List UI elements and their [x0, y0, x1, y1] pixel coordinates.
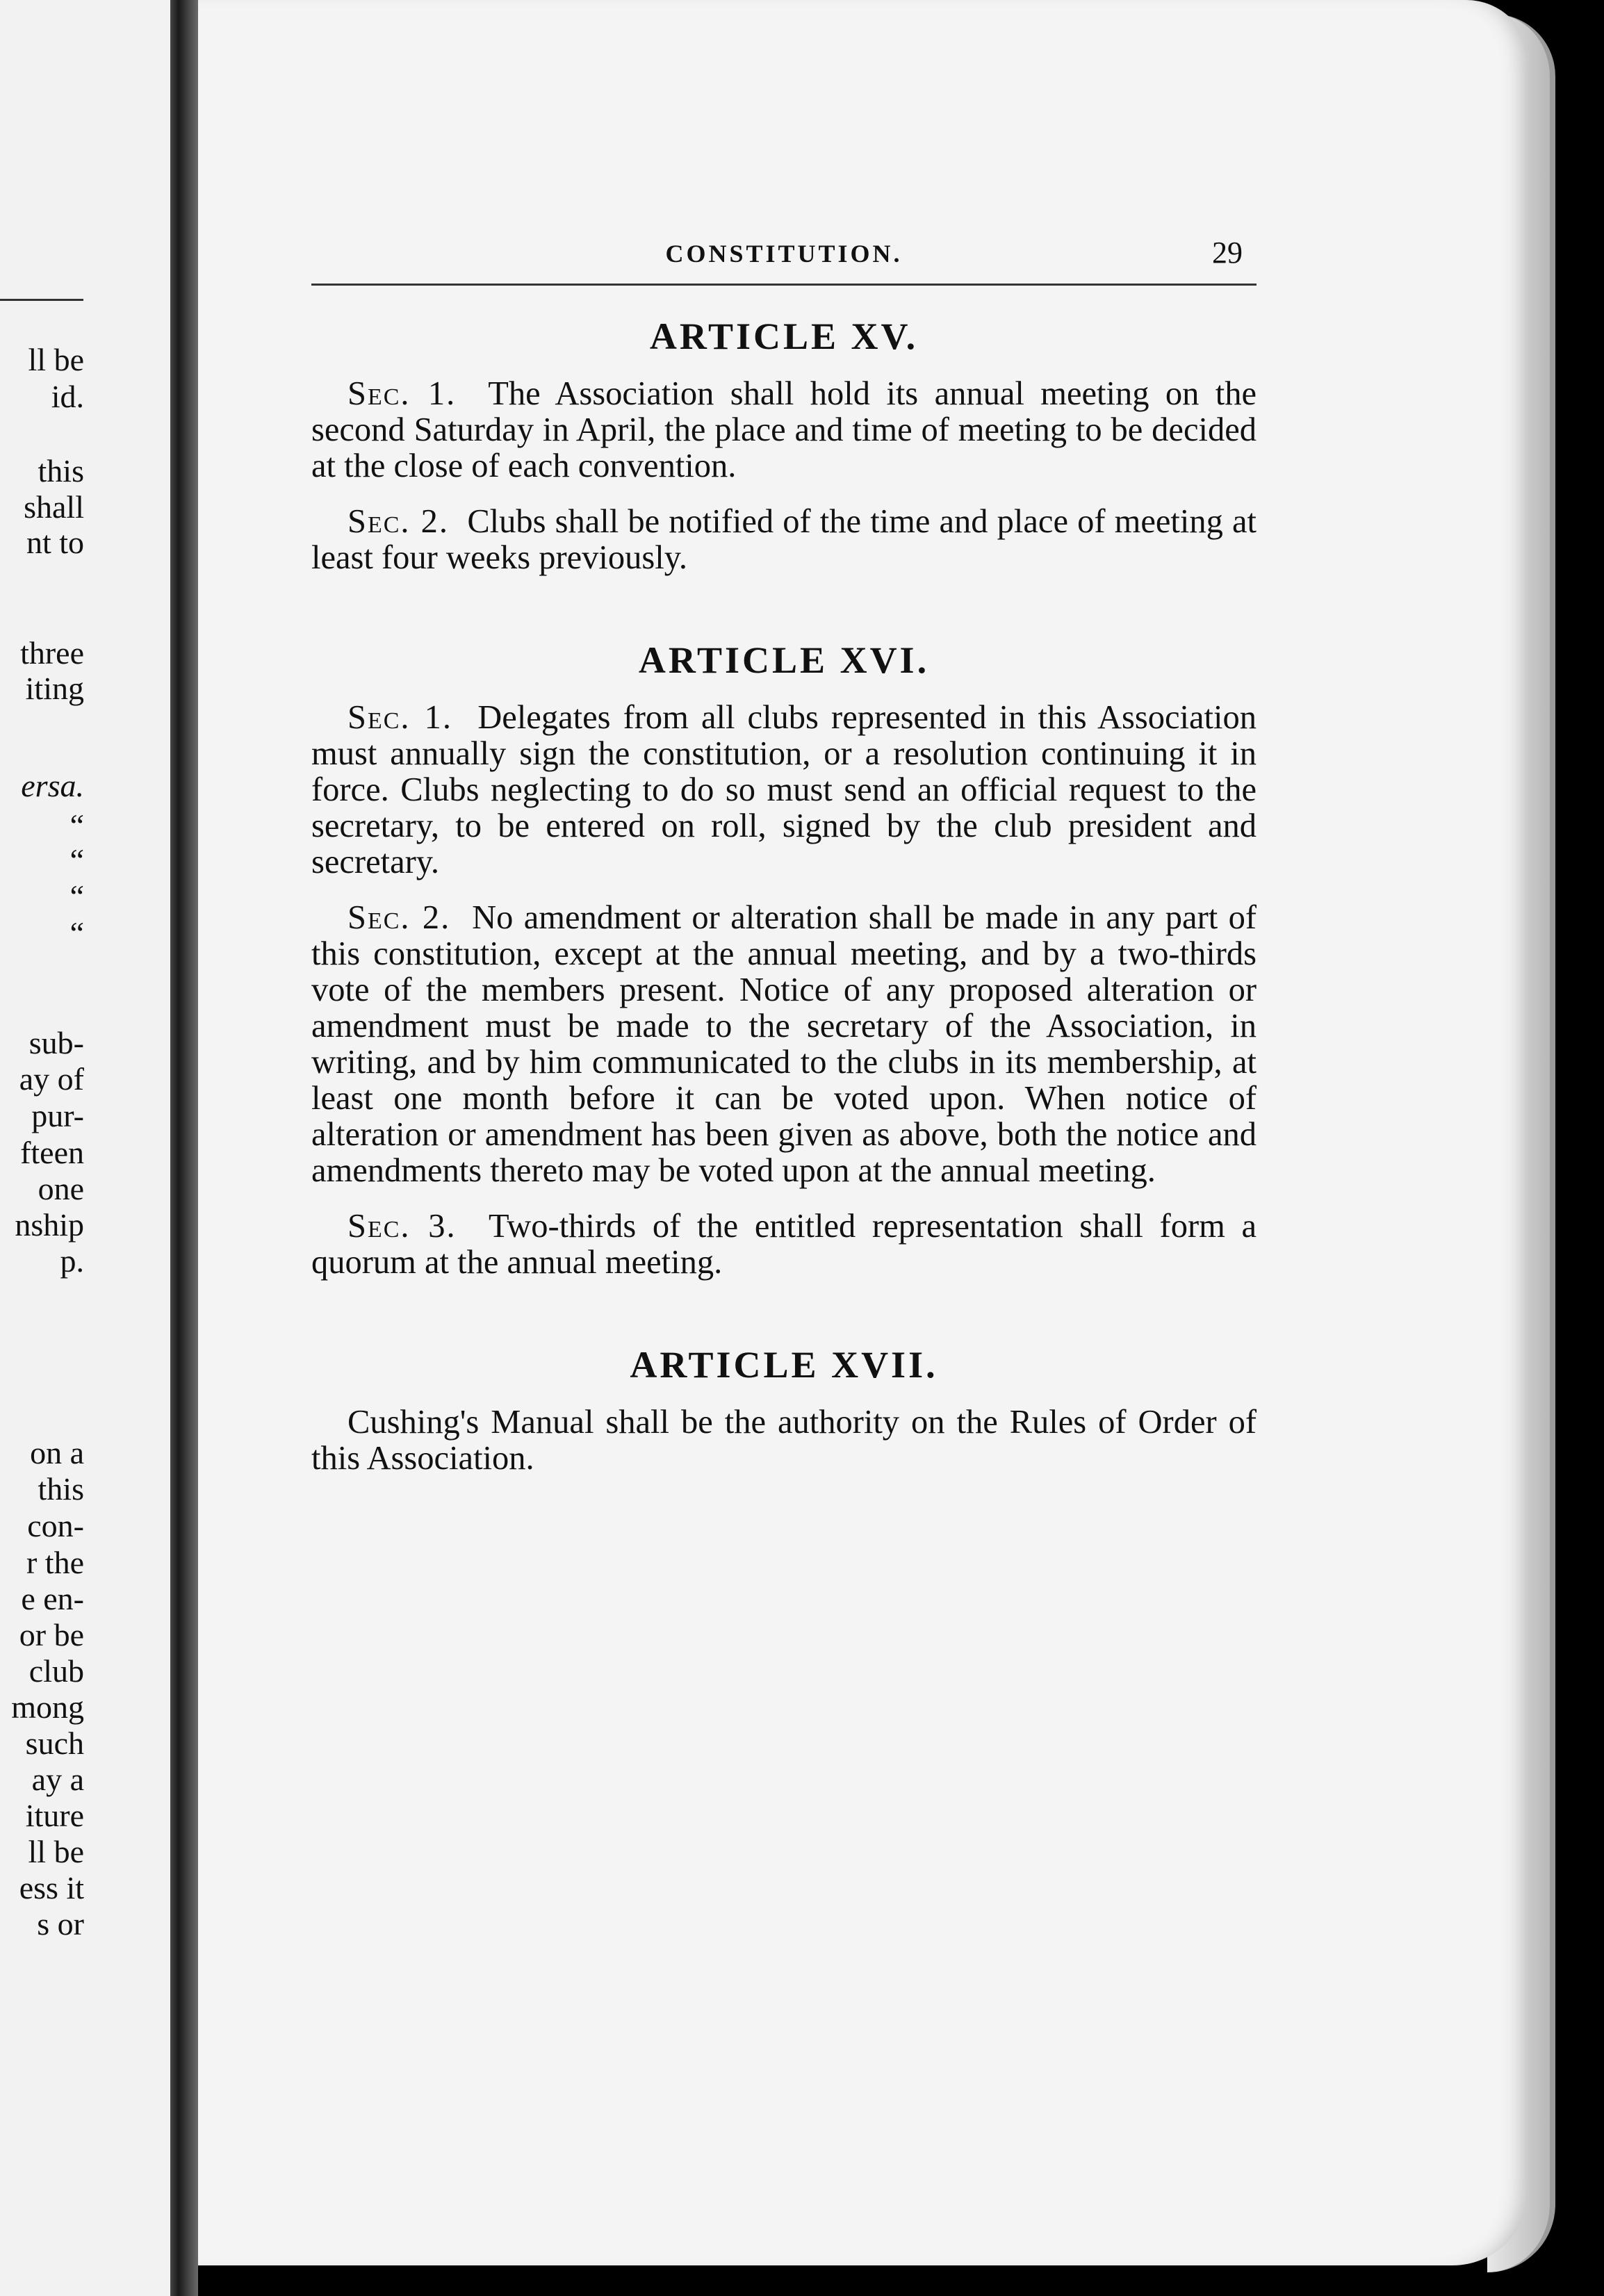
left-line: nship [15, 1207, 84, 1243]
left-line: or be [19, 1617, 84, 1653]
section-label: Sec. 1. [347, 375, 457, 412]
section-text: Two-thirds of the entitled representation shall form a quorum at the annual meeting. [311, 1208, 1257, 1281]
book-gutter [170, 0, 198, 2296]
section-paragraph [311, 504, 1257, 576]
left-line: on a [30, 1435, 84, 1470]
left-page-rule [0, 299, 83, 301]
left-line: r the [26, 1545, 84, 1580]
left-line: ll be [28, 342, 84, 377]
left-line: id. [51, 379, 84, 414]
left-line: e en- [21, 1581, 84, 1616]
left-line: three [20, 635, 84, 671]
section-text: The Association shall hold its annual meeting on the second Saturday in April, the place and time of meeting to be decided at the close of each convention. [311, 375, 1257, 484]
article-heading: ARTICLE XVI. [638, 639, 930, 681]
left-line: club [28, 1653, 84, 1689]
left-line: ersa. [21, 768, 84, 803]
section-paragraph [311, 1208, 1257, 1281]
section-text: Delegates from all clubs represented in this Association must annually sign the constitution, or a resolution continuing it in force. Clubs neglecting to do so must send an official request to the secretary, to be entered on roll, signed by the club president and secretary. [311, 699, 1257, 880]
article-heading: ARTICLE XVII. [630, 1344, 938, 1386]
left-line: “ [69, 915, 84, 951]
left-line: ay of [19, 1061, 84, 1097]
left-line: such [25, 1725, 84, 1761]
running-head: CONSTITUTION. [665, 240, 903, 268]
left-line: ll be [28, 1834, 84, 1869]
left-line: iture [25, 1798, 84, 1833]
left-line: p. [60, 1243, 84, 1279]
left-line: mong [11, 1689, 84, 1725]
section-label: Sec. 2. [347, 503, 450, 540]
left-line: ay a [31, 1762, 84, 1797]
page-header [311, 229, 1257, 286]
left-line: “ [69, 807, 84, 843]
section-label: Sec. 3. [347, 1208, 457, 1245]
left-page-fragment [0, 0, 170, 2296]
left-line: ess it [19, 1870, 84, 1905]
left-line: nt to [26, 525, 84, 560]
left-line: fteen [20, 1135, 84, 1170]
left-line: this [38, 1471, 84, 1507]
left-line: s or [37, 1906, 84, 1942]
section-label: Sec. 2. [347, 899, 451, 936]
left-line: one [38, 1171, 84, 1206]
left-line: shall [24, 489, 84, 525]
section-paragraph [311, 900, 1257, 1189]
section-text: Cushing's Manual shall be the authority on the Rules of Order of this Association. [311, 1404, 1257, 1477]
article-heading: ARTICLE XV. [649, 315, 919, 357]
left-line: iting [25, 671, 84, 706]
section-paragraph [311, 700, 1257, 880]
left-line: sub- [28, 1025, 84, 1060]
left-line: this [38, 453, 84, 489]
section-paragraph [311, 1404, 1257, 1477]
left-line: “ [69, 878, 84, 914]
left-line: con- [27, 1508, 84, 1543]
section-text: Clubs shall be notified of the time and place of meeting at least four weeks previously. [311, 503, 1257, 576]
left-line: pur- [31, 1098, 84, 1133]
page-number: 29 [1212, 236, 1243, 270]
page-content [311, 229, 1257, 1477]
section-text: No amendment or alteration shall be made in any part of this constitution, except at the annual meeting, and by a two-thirds vote of the members present. Notice of any proposed alteration or amendment must be made to the secretary of the Association, in writing, and by him communicated to the clubs in its membership, at least one month before it can be voted upon. When notice of alteration or amendment has been given as above, both the notice and amendments thereto may be voted upon at the annual meeting. [311, 899, 1257, 1189]
section-label: Sec. 1. [347, 699, 453, 736]
left-line: “ [69, 842, 84, 878]
section-paragraph [311, 376, 1257, 484]
